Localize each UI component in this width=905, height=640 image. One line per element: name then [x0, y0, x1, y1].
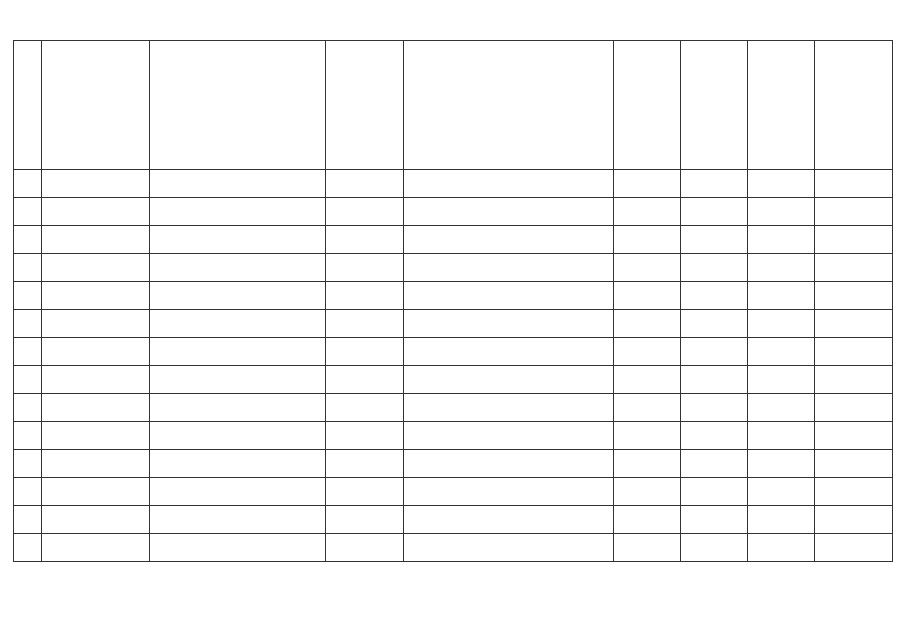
table-cell [404, 450, 614, 478]
table-cell [614, 198, 681, 226]
table-cell [681, 506, 748, 534]
table-cell [326, 282, 404, 310]
table-cell [681, 226, 748, 254]
table-cell [614, 338, 681, 366]
table-cell [748, 366, 815, 394]
table-cell [14, 170, 42, 198]
table-cell [404, 534, 614, 562]
table-cell [14, 310, 42, 338]
table-cell [326, 198, 404, 226]
table-cell [326, 534, 404, 562]
table-cell [404, 394, 614, 422]
table-cell [681, 422, 748, 450]
table-cell [681, 366, 748, 394]
table-cell [614, 254, 681, 282]
table-cell [326, 254, 404, 282]
table-cell [614, 170, 681, 198]
table-row [14, 506, 893, 534]
table-cell [150, 394, 326, 422]
table-cell [815, 478, 893, 506]
table-cell [42, 394, 150, 422]
table-row [14, 254, 893, 282]
table-cell [150, 478, 326, 506]
table-cell [14, 506, 42, 534]
table-cell [42, 198, 150, 226]
table-cell [404, 422, 614, 450]
table-cell [42, 310, 150, 338]
register-table [13, 40, 893, 562]
table-cell [326, 170, 404, 198]
table-cell [681, 170, 748, 198]
table-cell [748, 282, 815, 310]
table-cell [681, 198, 748, 226]
table-row [14, 170, 893, 198]
table-cell [14, 366, 42, 394]
table-cell [681, 450, 748, 478]
table-cell [681, 254, 748, 282]
table-cell [748, 310, 815, 338]
table-cell [748, 478, 815, 506]
table-cell [326, 310, 404, 338]
table-cell [42, 450, 150, 478]
table-row [14, 366, 893, 394]
table-cell [748, 198, 815, 226]
table-cell [150, 506, 326, 534]
table-cell [404, 282, 614, 310]
table-cell [14, 450, 42, 478]
table-cell [815, 282, 893, 310]
table-cell [815, 534, 893, 562]
table-cell [614, 422, 681, 450]
table-cell [326, 478, 404, 506]
table-cell [681, 41, 748, 170]
table-cell [326, 422, 404, 450]
table-row [14, 394, 893, 422]
table-cell [14, 338, 42, 366]
table-cell [42, 254, 150, 282]
table-cell [614, 478, 681, 506]
table-cell [748, 422, 815, 450]
table-cell [404, 310, 614, 338]
table-cell [150, 198, 326, 226]
table-row [14, 534, 893, 562]
table-cell [748, 254, 815, 282]
table-cell [150, 450, 326, 478]
table-cell [14, 198, 42, 226]
table-cell [815, 41, 893, 170]
table-cell [42, 366, 150, 394]
table-row [14, 422, 893, 450]
table-cell [14, 226, 42, 254]
table-cell [748, 394, 815, 422]
table-cell [815, 450, 893, 478]
table-cell [748, 226, 815, 254]
table-cell [815, 226, 893, 254]
table-row [14, 282, 893, 310]
table-cell [42, 534, 150, 562]
table-cell [815, 394, 893, 422]
table-cell [748, 170, 815, 198]
table-cell [815, 338, 893, 366]
table-cell [614, 226, 681, 254]
table-cell [614, 450, 681, 478]
table-cell [14, 422, 42, 450]
table-cell [14, 534, 42, 562]
table-cell [14, 394, 42, 422]
table-cell [614, 506, 681, 534]
table-cell [14, 282, 42, 310]
table-row [14, 310, 893, 338]
table-cell [326, 450, 404, 478]
table-cell [150, 422, 326, 450]
table-cell [681, 338, 748, 366]
table-row [14, 478, 893, 506]
register-body [14, 41, 893, 562]
table-cell [748, 534, 815, 562]
table-cell [150, 338, 326, 366]
table-cell [42, 41, 150, 170]
table-cell [404, 478, 614, 506]
table-cell [748, 41, 815, 170]
table-cell [748, 506, 815, 534]
table-cell [42, 282, 150, 310]
table-cell [815, 310, 893, 338]
table-cell [815, 170, 893, 198]
table-cell [14, 254, 42, 282]
table-cell [14, 478, 42, 506]
table-cell [14, 41, 42, 170]
table-cell [748, 450, 815, 478]
table-cell [681, 310, 748, 338]
table-cell [614, 41, 681, 170]
table-cell [150, 282, 326, 310]
table-cell [150, 226, 326, 254]
table-cell [815, 254, 893, 282]
table-cell [614, 366, 681, 394]
table-cell [614, 394, 681, 422]
table-cell [42, 226, 150, 254]
table-cell [326, 394, 404, 422]
table-cell [404, 41, 614, 170]
table-cell [614, 534, 681, 562]
table-cell [150, 366, 326, 394]
table-cell [42, 478, 150, 506]
table-cell [404, 254, 614, 282]
table-cell [326, 338, 404, 366]
table-row [14, 338, 893, 366]
table-row [14, 198, 893, 226]
table-cell [42, 338, 150, 366]
table-cell [326, 226, 404, 254]
table-cell [681, 478, 748, 506]
table-cell [815, 198, 893, 226]
table-cell [681, 394, 748, 422]
table-cell [150, 310, 326, 338]
table-cell [815, 506, 893, 534]
table-cell [815, 366, 893, 394]
table-cell [404, 366, 614, 394]
table-cell [150, 534, 326, 562]
table-cell [42, 422, 150, 450]
table-cell [614, 282, 681, 310]
table-cell [150, 41, 326, 170]
table-cell [815, 422, 893, 450]
table-cell [404, 338, 614, 366]
table-cell [326, 506, 404, 534]
table-row [14, 450, 893, 478]
table-cell [681, 534, 748, 562]
table-cell [42, 506, 150, 534]
table-cell [42, 170, 150, 198]
table-cell [404, 506, 614, 534]
table-cell [614, 310, 681, 338]
table-cell [404, 226, 614, 254]
table-cell [150, 170, 326, 198]
table-row [14, 41, 893, 170]
table-cell [404, 198, 614, 226]
table-cell [748, 338, 815, 366]
table-row [14, 226, 893, 254]
table-cell [326, 41, 404, 170]
table-cell [150, 254, 326, 282]
table-cell [404, 170, 614, 198]
table-cell [681, 282, 748, 310]
table-cell [326, 366, 404, 394]
